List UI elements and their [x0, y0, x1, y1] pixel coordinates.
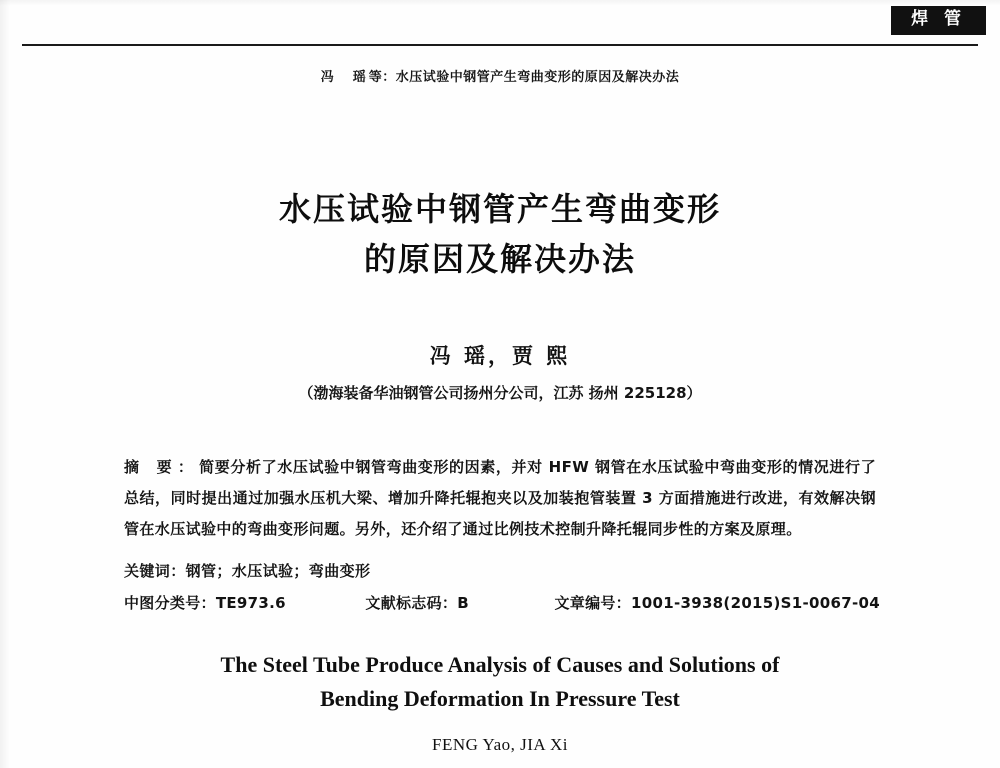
running-head-author: 冯 瑶	[320, 70, 369, 85]
scan-edge-shading-top	[0, 0, 1000, 6]
clc-number-value: TE973.6	[215, 594, 286, 612]
article-title-line-1: 水压试验中钢管产生弯曲变形	[278, 190, 721, 228]
document-code-value: B	[457, 594, 469, 612]
header-divider-rule	[22, 44, 978, 46]
keywords-label: 关键词：	[124, 562, 186, 580]
abstract-section	[124, 452, 876, 544]
document-code-label: 文献标志码：	[365, 594, 458, 612]
article-title	[0, 185, 1000, 284]
author-affiliation: （渤海装备华油钢管公司扬州分公司，江苏 扬州 225128）	[298, 384, 702, 402]
journal-name-tab: 焊 管	[891, 6, 986, 35]
running-head-text: 等：水压试验中钢管产生弯曲变形的原因及解决办法	[368, 70, 680, 85]
running-head	[0, 66, 1000, 85]
article-title-line-2: 的原因及解决办法	[363, 239, 636, 278]
english-title-line-2: Bending Deformation In Pressure Test	[320, 686, 680, 712]
article-metadata-row	[124, 592, 880, 613]
keywords-text: 钢管；水压试验；弯曲变形	[185, 562, 371, 580]
keywords-section	[124, 560, 876, 581]
english-title-line-1: The Steel Tube Produce Analysis of Causes and Solutions of	[220, 652, 780, 677]
article-number-value: 1001-3938(2015)S1-0067-04	[631, 594, 880, 612]
english-author-list: FENG Yao, JIA Xi	[432, 735, 568, 754]
english-title	[0, 648, 1000, 716]
clc-number	[124, 592, 286, 613]
abstract-label: 摘 要：	[124, 458, 200, 476]
article-number	[554, 592, 880, 613]
document-code	[365, 592, 469, 613]
clc-number-label: 中图分类号：	[124, 594, 216, 612]
author-list: 冯 瑶，贾 熙	[429, 344, 571, 368]
article-number-label: 文章编号：	[554, 594, 631, 612]
abstract-text: 简要分析了水压试验中钢管弯曲变形的因素，并对 HFW 钢管在水压试验中弯曲变形的情况进行了总结，同时提出通过加强水压机大梁、增加升降托辊抱夹以及加装抱管装置 3 方面措施进行改进，有效解决钢管在水压试验中的弯曲变形问题。另外，还介绍了通过比例技术控制升降托辊同步性的方案及原理。	[124, 458, 876, 538]
